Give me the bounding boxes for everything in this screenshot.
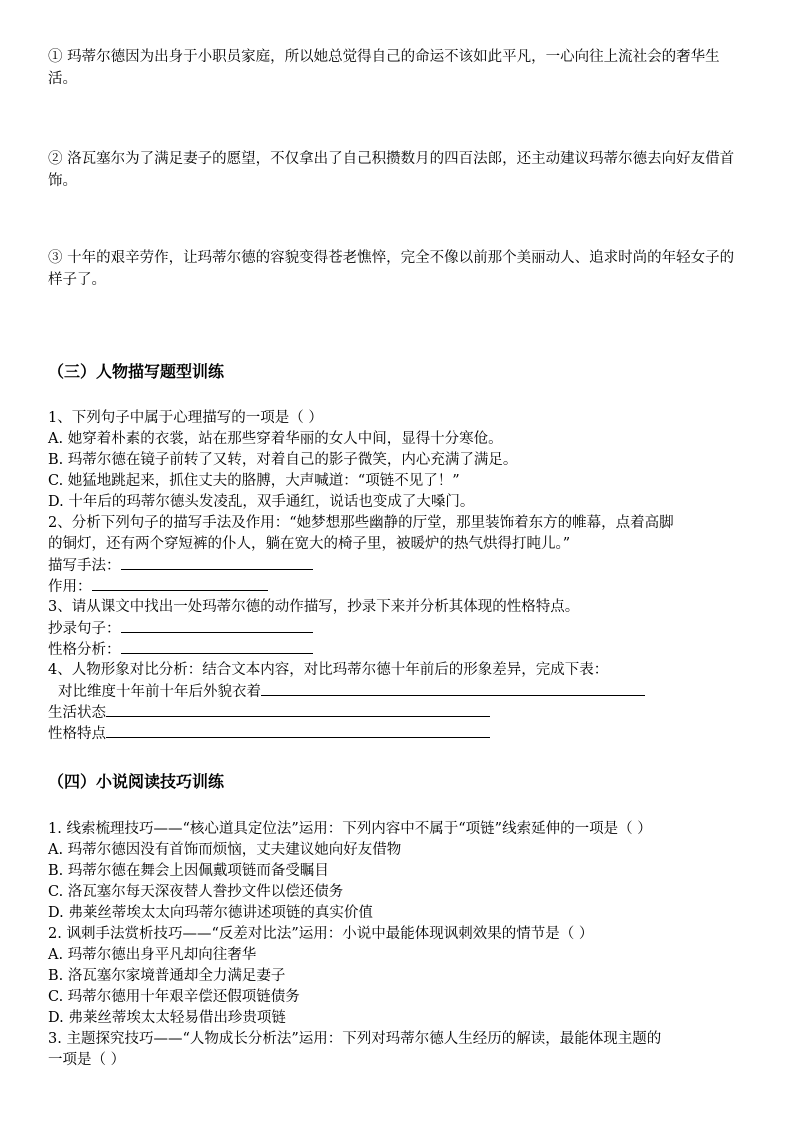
s4-q2-stem: 2. 讽刺手法赏析技巧——“反差对比法”运用：小说中最能体现讽刺效果的情节是（ ）: [48, 926, 594, 942]
s4-q3-stem-line1: 3. 主题探究技巧——“人物成长分析法”运用：下列对玛蒂尔德人生经历的解读，最能体现主题的: [48, 1031, 662, 1047]
s3-q4-stem: 4、人物形象对比分析：结合文本内容，对比玛蒂尔德十年前后的形象差异，完成下表：: [48, 662, 609, 678]
s4-q3-stem-line2: 一项是（ ）: [48, 1052, 126, 1068]
s3-q2-stem-line2: 的铜灯，还有两个穿短裤的仆人，躺在宽大的椅子里，被暖炉的热气烘得打盹儿。”: [48, 536, 571, 552]
statement-1: ① 玛蒂尔德因为出身于小职员家庭，所以她总觉得自己的命运不该如此平凡，一心向往上流社会的奢华生活。: [48, 49, 720, 87]
s3-q3-copy-row: [48, 618, 313, 639]
s3-q4-row-header-label: 对比维度十年前十年后外貌衣着: [58, 684, 261, 700]
s4-q1-option-b: B. 玛蒂尔德在舞会上因佩戴项链而备受瞩目: [48, 863, 329, 879]
s4-q1-option-c: C. 洛瓦塞尔每天深夜替人誊抄文件以偿还债务: [48, 884, 344, 900]
s4-q2-option-d: D. 弗莱丝蒂埃太太轻易借出珍贵项链: [48, 1010, 286, 1026]
s4-q2-option-c: C. 玛蒂尔德用十年艰辛偿还假项链债务: [48, 989, 300, 1005]
s3-q2-method-row: [48, 555, 313, 576]
s4-q1-option-a: A. 玛蒂尔德因没有首饰而烦恼，丈夫建议她向好友借物: [48, 842, 402, 858]
s3-q4-row-life-label: 生活状态: [48, 705, 106, 721]
s4-q2-option-b: B. 洛瓦塞尔家境普通却全力满足妻子: [48, 968, 286, 984]
s3-q3-copy-label: 抄录句子：: [48, 621, 121, 637]
s3-q4-row-life-line[interactable]: [106, 702, 490, 717]
s3-q2-stem-line1: 2、分析下列句子的描写手法及作用：“她梦想那些幽静的厅堂，那里装饰着东方的帷幕，点着高脚: [48, 515, 674, 531]
s3-q3-stem: 3、请从课文中找出一处玛蒂尔德的动作描写，抄录下来并分析其体现的性格特点。: [48, 599, 580, 615]
s3-q1-option-b: B. 玛蒂尔德在镜子前转了又转，对着自己的影子微笑，内心充满了满足。: [48, 452, 518, 468]
s3-q1-stem: 1、下列句子中属于心理描写的一项是（ ）: [48, 410, 323, 426]
s4-q1-stem: 1. 线索梳理技巧——“核心道具定位法”运用：下列内容中不属于“项链”线索延伸的一项是（ ）: [48, 821, 652, 837]
s3-q4-row-header: [58, 681, 645, 702]
s3-q3-analysis-label: 性格分析：: [48, 642, 121, 658]
s3-q4-row-character-line[interactable]: [106, 723, 490, 738]
s3-q2-method-answer-line[interactable]: [121, 555, 313, 570]
s3-q1-option-c: C. 她猛地跳起来，抓住丈夫的胳膊，大声喊道：“项链不见了！”: [48, 473, 460, 489]
statement-3: ③ 十年的艰辛劳作，让玛蒂尔德的容貌变得苍老憔悴，完全不像以前那个美丽动人、追求时尚的年轻女子的样子了。: [48, 250, 735, 288]
s3-q3-copy-answer-line[interactable]: [121, 618, 313, 633]
s3-q2-effect-label: 作用：: [48, 579, 92, 595]
s4-q2-option-a: A. 玛蒂尔德出身平凡却向往奢华: [48, 947, 257, 963]
s3-q4-row-character: [48, 723, 490, 744]
s3-q1-option-a: A. 她穿着朴素的衣裳，站在那些穿着华丽的女人中间，显得十分寒伧。: [48, 431, 503, 447]
s3-q2-effect-answer-line[interactable]: [92, 576, 268, 591]
section-3-title: （三）人物描写题型训练: [48, 362, 225, 381]
s4-q1-option-d: D. 弗莱丝蒂埃太太向玛蒂尔德讲述项链的真实价值: [48, 905, 373, 921]
statement-2: ② 洛瓦塞尔为了满足妻子的愿望，不仅拿出了自己积攒数月的四百法郎，还主动建议玛蒂尔德去向好友借首饰。: [48, 151, 735, 189]
s3-q4-row-life: [48, 702, 490, 723]
s3-q4-row-header-line[interactable]: [261, 681, 645, 696]
s3-q3-analysis-answer-line[interactable]: [121, 639, 313, 654]
s3-q2-method-label: 描写手法：: [48, 558, 121, 574]
s3-q3-analysis-row: [48, 639, 313, 660]
section-4-title: （四）小说阅读技巧训练: [48, 772, 225, 791]
s3-q2-effect-row: [48, 576, 268, 597]
s3-q1-option-d: D. 十年后的玛蒂尔德头发凌乱，双手通红，说话也变成了大嗓门。: [48, 494, 475, 510]
s3-q4-row-character-label: 性格特点: [48, 726, 106, 742]
